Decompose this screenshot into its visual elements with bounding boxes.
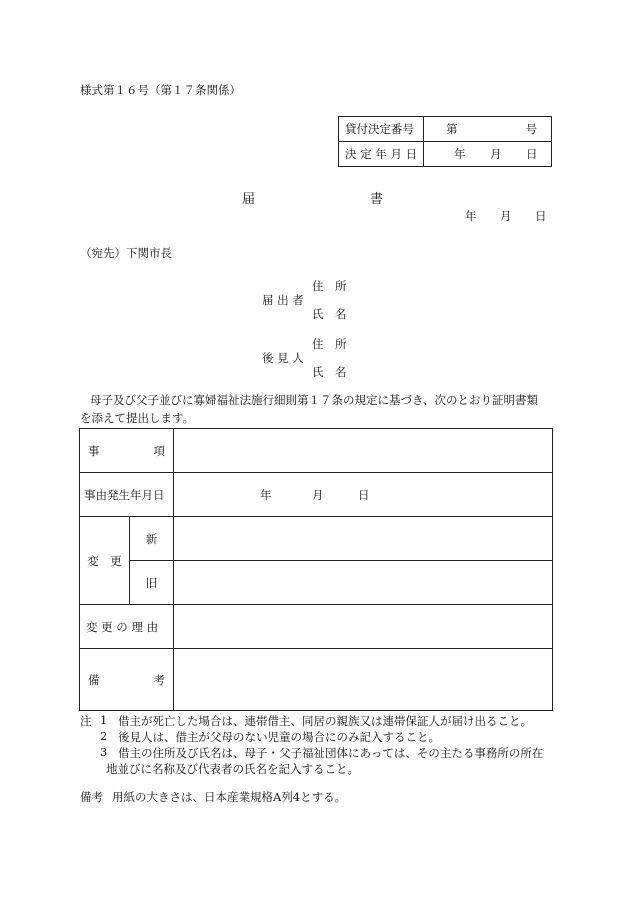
notes-prefix: 注 [80, 714, 92, 728]
decision-date-label: 決 定 年 月 日 [345, 147, 418, 161]
old-label-cell [130, 561, 174, 605]
addressee: （宛先）下関市長 [80, 246, 172, 260]
reason-date-field[interactable] [174, 473, 553, 517]
loan-number-field[interactable] [424, 117, 552, 142]
reason-year: 年 [260, 487, 272, 502]
loan-number-prefix: 第 [446, 122, 458, 136]
reason-month: 月 [312, 487, 324, 502]
new-value-field[interactable] [174, 517, 553, 561]
change-reason-label-cell [80, 605, 174, 649]
note-1-text: 借主が死亡した場合は、連帯借主、同居の親族又は連帯保証人が届け出ること。 [118, 714, 532, 728]
decision-month: 月 [490, 147, 502, 161]
reason-day: 日 [358, 487, 370, 502]
old-label: 旧 [145, 575, 158, 590]
footer-remark-label: 備考 [80, 790, 103, 804]
change-reason-field[interactable] [174, 605, 553, 649]
remarks-field[interactable] [174, 649, 553, 711]
loan-info-box [338, 116, 552, 167]
decision-date-field[interactable] [424, 142, 552, 167]
body-text-line1: 母子及び父子並びに寡婦福祉法施行細則第１７条の規定に基づき、次のとおり証明書類 [90, 393, 539, 407]
note-1-number: 1 [100, 713, 108, 727]
footer-remark-text: 用紙の大きさは、日本産業規格A列4とする。 [112, 790, 347, 804]
new-label-cell [130, 517, 174, 561]
submission-year: 年 [465, 209, 477, 223]
title-left: 届 [242, 192, 256, 207]
change-label-cell [80, 517, 130, 605]
note-3-text-line1: 借主の住所及び氏名は、母子・父子福祉団体にあっては、その主たる事務所の所在 [118, 746, 544, 760]
change-reason-label: 変 更 の 理 由 [86, 619, 159, 634]
applicant-role: 届 出 者 [262, 293, 304, 307]
note-3-number: 3 [100, 745, 108, 759]
reason-date-label: 事由発生年月日 [84, 487, 165, 502]
decision-date-label-cell [339, 142, 424, 167]
loan-number-label-cell [339, 117, 424, 142]
matter-label-right: 項 [153, 443, 165, 458]
change-label: 変 更 [87, 553, 122, 568]
guardian-name-label: 氏 名 [312, 365, 347, 379]
loan-number-suffix: 号 [525, 122, 537, 136]
guardian-address-label: 住 所 [312, 337, 347, 351]
applicant-name-label: 氏 名 [312, 307, 347, 321]
loan-number-label: 貸付決定番号 [345, 122, 414, 136]
matter-label-left: 事 [88, 443, 100, 458]
note-2-number: 2 [100, 729, 108, 743]
remarks-label-right: 考 [153, 672, 165, 687]
old-value-field[interactable] [174, 561, 553, 605]
note-2-text: 後見人は、借主が父母のない児童の場合にのみ記入すること。 [118, 730, 440, 744]
note-3-text-line2: 地並びに名称及び代表者の氏名を記入すること。 [106, 762, 359, 776]
submission-day: 日 [535, 209, 547, 223]
matter-field[interactable] [174, 429, 553, 473]
matter-label-cell [80, 429, 174, 473]
decision-year: 年 [454, 147, 466, 161]
reason-date-label-cell [80, 473, 174, 517]
body-text-line2: を添えて提出します。 [80, 411, 195, 425]
guardian-role: 後 見 人 [262, 351, 304, 365]
main-form-table [79, 428, 553, 711]
applicant-address-label: 住 所 [312, 279, 347, 293]
decision-day: 日 [526, 147, 538, 161]
form-number: 様式第１６号（第１７条関係） [80, 83, 241, 97]
new-label: 新 [145, 531, 158, 546]
remarks-label-cell [80, 649, 174, 711]
remarks-label-left: 備 [88, 672, 100, 687]
submission-month: 月 [500, 209, 512, 223]
title-right: 書 [370, 192, 384, 207]
